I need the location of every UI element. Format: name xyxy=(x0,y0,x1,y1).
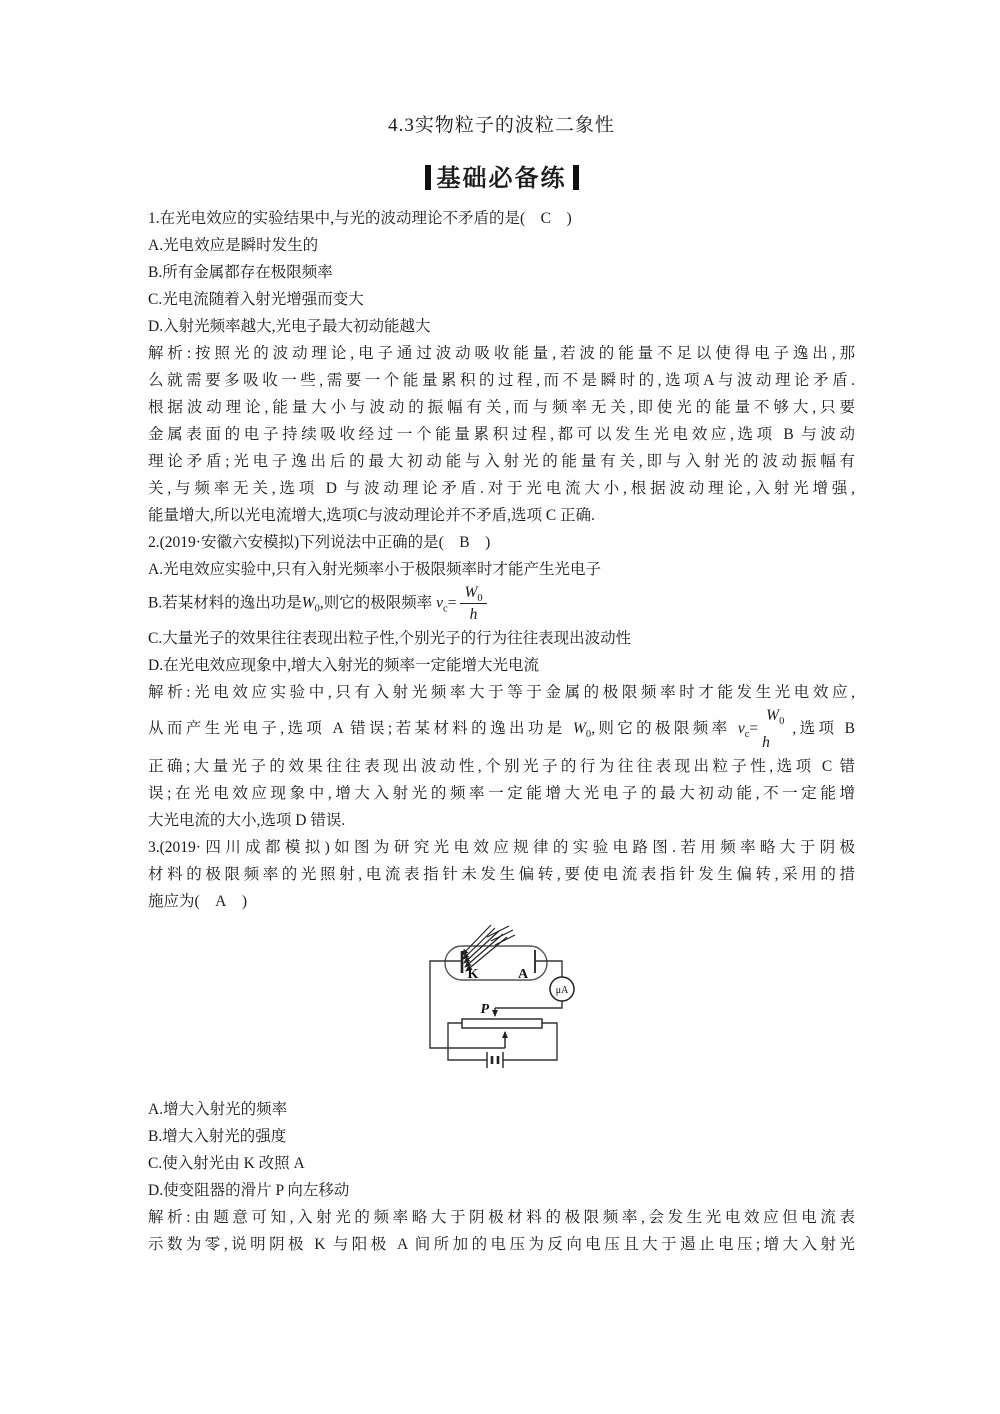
q3-stem-line: 3.(2019·四川成都模拟)如图为研究光电效应规律的实验电路图.若用频率略大于阴极 xyxy=(148,838,855,856)
q1-option-c: C.光电流随着入射光增强而变大 xyxy=(148,291,364,308)
circuit-figure xyxy=(395,921,600,1088)
q1-analysis-line: 根据波动理论,能量大小与波动的振幅有关,而与频率无关,即使光的能量不够大,只要 xyxy=(148,399,855,416)
section-header xyxy=(148,162,855,196)
section-header-text: 基础必备练 xyxy=(436,166,567,192)
q2-analysis-text: ,则它的极限频率 xyxy=(591,719,738,737)
limit-frequency-fraction xyxy=(460,583,486,625)
q2-analysis-text: 从而产生光电子,选项 A 错误;若某材料的逸出功是 xyxy=(148,719,573,737)
fraction-denominator xyxy=(460,604,486,624)
fraction-h: h xyxy=(469,606,478,624)
q2-stem: 2.(2019·安徽六安模拟)下列说法中正确的是( B ) xyxy=(148,534,491,551)
limit-frequency-fraction-inline xyxy=(762,706,788,753)
q2-option-a: A.光电效应实验中,只有入射光频率小于极限频率时才能产生光电子 xyxy=(148,561,601,578)
q1-analysis-line: 能量增大,所以光电流增大,选项C与波动理论并不矛盾,选项 C 正确. xyxy=(148,507,595,524)
q1-option-b: B.所有金属都存在极限频率 xyxy=(148,264,333,281)
q1-analysis-line: 么就需要多吸收一些,需要一个能量累积的过程,而不是瞬时的,选项A与波动理论矛盾. xyxy=(148,372,855,389)
q2-analysis-line: 正确;大量光子的效果往往表现出波动性,个别光子的行为往往表现出粒子性,选项 C 错 xyxy=(148,757,855,775)
light-rays-icon xyxy=(462,925,515,971)
q1-analysis-line: 解析:按照光的波动理论,电子通过波动吸收能量,若波的能量不足以使得电子逸出,那 xyxy=(148,345,855,362)
q2-analysis-text: ,选项 B xyxy=(792,719,855,737)
q1-option-d: D.入射光频率越大,光电子最大初动能越大 xyxy=(148,318,431,335)
equals-sign: = xyxy=(749,719,759,737)
cathode-label: K xyxy=(467,966,479,982)
q3-stem-line: 材料的极限频率的光照射,电流表指针未发生偏转,要使电流表指针发生偏转,采用的措 xyxy=(148,865,855,883)
q2-option-d: D.在光电效应现象中,增大入射光的频率一定能增大光电流 xyxy=(148,656,539,674)
q1-analysis-line: 关,与频率无关,选项 D 与波动理论矛盾.对于光电流大小,根据波动理论,入射光增强, xyxy=(148,480,855,497)
q2-analysis-line: 解析:光电效应实验中,只有入射光频率大于等于金属的极限频率时才能发生光电效应, xyxy=(148,683,855,701)
q3-analysis-line: 解析:由题意可知,入射光的频率略大于阴极材料的极限频率,会发生光电效应但电流表 xyxy=(148,1208,855,1226)
q2-option-b-text: B.若某材料的逸出功是 xyxy=(148,594,302,612)
nu-subscript: c xyxy=(443,603,448,615)
fraction-numerator xyxy=(460,583,486,604)
q1-option-a: A.光电效应是瞬时发生的 xyxy=(148,237,319,254)
microammeter-label: μA xyxy=(555,984,569,996)
q3-option-b: B.增大入射光的强度 xyxy=(148,1127,287,1145)
q3-stem-line: 施应为( A ) xyxy=(148,892,248,910)
work-function-symbol: W xyxy=(572,719,586,737)
q2-analysis-line xyxy=(148,706,855,753)
header-right-bar-icon xyxy=(573,165,579,190)
q3-option-d: D.使变阻器的滑片 P 向左移动 xyxy=(148,1181,350,1199)
slider-label: P xyxy=(480,1001,489,1017)
nu-symbol: ν xyxy=(436,594,444,612)
fraction-w: W xyxy=(766,706,780,724)
q3-option-a: A.增大入射光的频率 xyxy=(148,1100,288,1118)
battery xyxy=(487,1052,503,1068)
fraction-w: W xyxy=(464,584,478,601)
nu-subscript: c xyxy=(744,728,750,740)
q1-analysis-line: 理论矛盾;光电子逸出后的最大初动能与入射光的能量有关,即与入射光的波动振幅有 xyxy=(148,453,855,470)
q3-option-c: C.使入射光由 K 改照 A xyxy=(148,1154,305,1172)
fraction-numerator xyxy=(762,706,788,732)
work-function-symbol: W xyxy=(301,594,315,612)
circuit-wires xyxy=(430,961,562,1060)
fraction-h: h xyxy=(762,734,770,752)
work-function-subscript: 0 xyxy=(585,728,592,740)
q3-analysis-line: 示数为零,说明阴极 K 与阳极 A 间所加的电压为反向电压且大于遏止电压;增大入射光 xyxy=(148,1235,855,1253)
equals-sign: = xyxy=(447,594,457,612)
anode-label: A xyxy=(517,966,529,982)
q2-option-b xyxy=(148,583,855,625)
q2-analysis-line: 误;在光电效应现象中,增大入射光的频率一定能增大光电子的最大初动能,不一定能增 xyxy=(148,784,855,802)
nu-symbol: ν xyxy=(737,719,745,737)
q1-analysis-line: 金属表面的电子持续吸收经过一个能量累积过程,都可以发生光电效应,选项 B 与波动 xyxy=(148,426,855,443)
page-title: 4.3实物粒子的波粒二象性 xyxy=(388,115,615,136)
q2-option-b-text: ,则它的极限频率 xyxy=(319,594,437,612)
fraction-w-subscript: 0 xyxy=(779,715,785,727)
rheostat xyxy=(462,1019,542,1028)
header-left-bar-icon xyxy=(425,165,431,190)
fraction-denominator xyxy=(762,732,788,752)
q2-analysis-line: 大光电流的大小,选项 D 错误. xyxy=(148,811,346,829)
work-function-subscript: 0 xyxy=(314,603,320,615)
fraction-w-subscript: 0 xyxy=(477,593,483,605)
q1-stem: 1.在光电效应的实验结果中,与光的波动理论不矛盾的是( C ) xyxy=(148,210,572,227)
phototube xyxy=(445,946,547,980)
q2-option-c: C.大量光子的效果往往表现出粒子性,个别光子的行为往往表现出波动性 xyxy=(148,629,632,647)
circuit-diagram xyxy=(395,921,600,1083)
